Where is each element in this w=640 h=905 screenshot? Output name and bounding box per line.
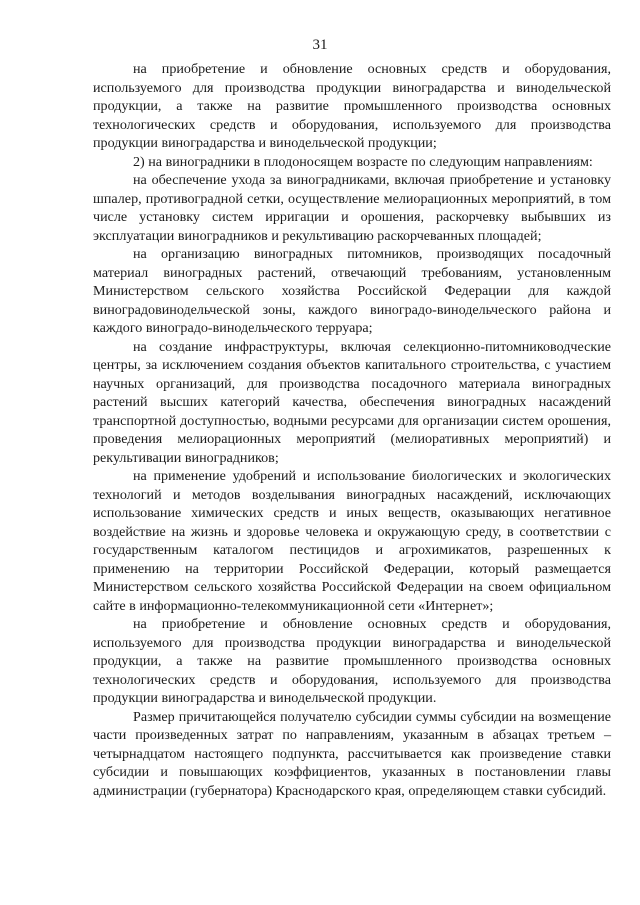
paragraph-nurseries: на организацию виноградных питомников, производящих посадочный материал виноградных растений, отвечающий требованиям, установленным Министерством сельского хозяйства Российской Федерации для каждой виноградовинодельческой зоны, каждого виноградо-винодельческого района и каждого виноградо-винодельческого терруара;	[93, 246, 611, 336]
paragraph-vineyard-care: на обеспечение ухода за виноградниками, включая приобретение и установку шпалер, противоградной сетки, осуществление мелиорационных мероприятий, в том числе установку систем ирригации и орошения, раскорчевку выбывших из эксплуатации виноградников и рекультивацию раскорчеванных площадей;	[93, 172, 611, 244]
paragraph-subsidy-amount: Размер причитающейся получателю субсидии суммы субсидии на возмещение части произведенных затрат по направлениям, указанным в абзацах третьем – четырнадцатом настоящего подпункта, рассчитывается как произведение ставки субсидии и повышающих коэффициентов, указанных в постановлении главы администрации (губернатора) Краснодарского края, определяющем ставки субсидий.	[93, 708, 611, 799]
paragraph-equipment-renewal: на приобретение и обновление основных средств и оборудования, используемого для производства продукции виноградарства и винодельческой продукции, а также на развитие промышленного производства основных технологических средств и оборудования, используемого для производства продукции виноградарства и винодельческой продукции.	[93, 616, 611, 706]
paragraph-equipment-purchase: на приобретение и обновление основных средств и оборудования, используемого для производства продукции виноградарства и винодельческой продукции, а также на развитие промышленного производства основных технологических средств и оборудования, используемого для производства продукции виноградарства и винодельческой продукции;	[93, 61, 611, 151]
paragraph-infrastructure: на создание инфраструктуры, включая селекционно-питомниководческие центры, за исключением создания объектов капитального строительства, с участием научных организаций, для производства посадочного материала виноградных растений высших категорий качества, обеспечения виноградных насаждений транспортной доступностью, водными ресурсами для организации систем орошения, проведения мелиорационных мероприятий (мелиоративных мероприятий) и рекультивации виноградников;	[93, 338, 611, 466]
paragraph-fruiting-vineyards: 2) на виноградники в плодоносящем возрасте по следующим направлениям:	[133, 153, 593, 170]
paragraph-fertilizers: на применение удобрений и использование биологических и экологических технологий и методов возделывания виноградных насаждений, исключающих использование химических средств и иных веществ, оказывающих негативное воздействие на жизнь и здоровье человека и окружающую среду, в соответствии с государственным каталогом пестицидов и агрохимикатов, разрешенных к применению на территории Российской Федерации, который размещается Министерством сельского хозяйства Российской Федерации на своем официальном сайте в информационно-телекоммуникационной сети «Интернет»;	[93, 468, 611, 614]
document-body	[93, 60, 611, 800]
page-number: 31	[312, 37, 328, 53]
